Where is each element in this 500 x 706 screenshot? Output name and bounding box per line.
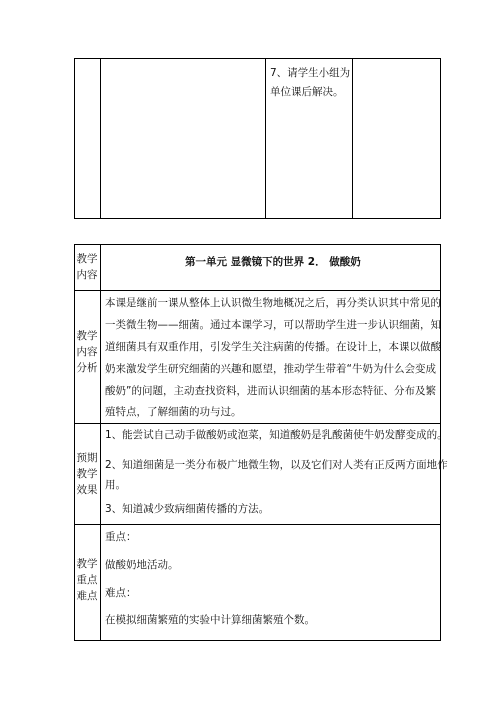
effect-text: 用。	[105, 479, 126, 491]
row-label-keypoints	[74, 556, 100, 604]
keypoints-text: 做酸奶地活动。	[105, 559, 179, 571]
analysis-text: 殖特点，了解细菌的功与过。	[105, 406, 242, 418]
row-label-line: 内容	[76, 346, 98, 358]
table-border	[352, 58, 353, 219]
effect-text: 2、知道细菌是一类分布极广地微生物，以及它们对人类有正反两方面地作	[105, 459, 448, 471]
analysis-text: 奶来激发学生研究细菌的兴趣和愿望，推动学生带着“牛奶为什么会变成	[105, 363, 436, 375]
table-border	[74, 58, 440, 59]
table-border	[100, 58, 101, 219]
table-border	[74, 423, 440, 424]
table-border	[100, 244, 101, 641]
table-border	[74, 290, 440, 291]
table-border	[440, 58, 441, 219]
analysis-text: 本课是继前一课从整体上认识微生物地概况之后，再分类认识其中常见的	[105, 297, 441, 309]
lesson-title: 第一单元 显微镜下的世界 2． 做酸奶	[185, 256, 361, 268]
keypoints-text: 难点：	[105, 587, 137, 599]
row-label-line: 教学	[76, 558, 98, 570]
analysis-text: 酸奶”的问题，主动查找资料，进而认识细菌的基本形态特征、分布及繁	[105, 385, 436, 397]
table-border	[265, 58, 266, 219]
keypoints-text: 重点：	[105, 531, 137, 543]
table-border	[74, 58, 75, 219]
effect-text: 3、知道减少致病细菌传播的方法。	[105, 503, 270, 515]
table-border	[74, 244, 440, 245]
row-label-line: 教学	[76, 330, 98, 342]
analysis-text: 道细菌具有双重作用，引发学生关注病菌的传播。在设计上，本课以做酸	[105, 341, 441, 353]
row-label-line: 教学	[76, 253, 98, 265]
row-label-analysis	[74, 328, 100, 376]
row-label-line: 内容	[76, 269, 98, 281]
row-label-effect	[74, 450, 100, 498]
row-label-content	[74, 251, 100, 283]
table-border	[74, 218, 440, 219]
effect-text: 1、能尝试自己动手做酸奶或泡菜，知道酸奶是乳酸菌使牛奶发酵变成的。	[105, 429, 448, 441]
row-label-line: 效果	[76, 484, 98, 496]
row-label-line: 难点	[76, 590, 98, 602]
keypoints-text: 在模拟细菌繁殖的实验中计算细菌繁殖个数。	[105, 614, 315, 626]
row-label-line: 分析	[76, 362, 98, 374]
table-border	[74, 524, 440, 525]
table-border	[74, 640, 440, 641]
row-label-line: 重点	[76, 574, 98, 586]
table-cell-text: 单位课后解决。	[270, 86, 344, 98]
row-label-line: 教学	[76, 468, 98, 480]
analysis-text: 一类微生物——细菌。通过本课学习，可以帮助学生进一步认识细菌，知	[105, 319, 441, 331]
row-label-line: 预期	[76, 452, 98, 464]
table-cell-text: 7、请学生小组为	[270, 67, 351, 79]
